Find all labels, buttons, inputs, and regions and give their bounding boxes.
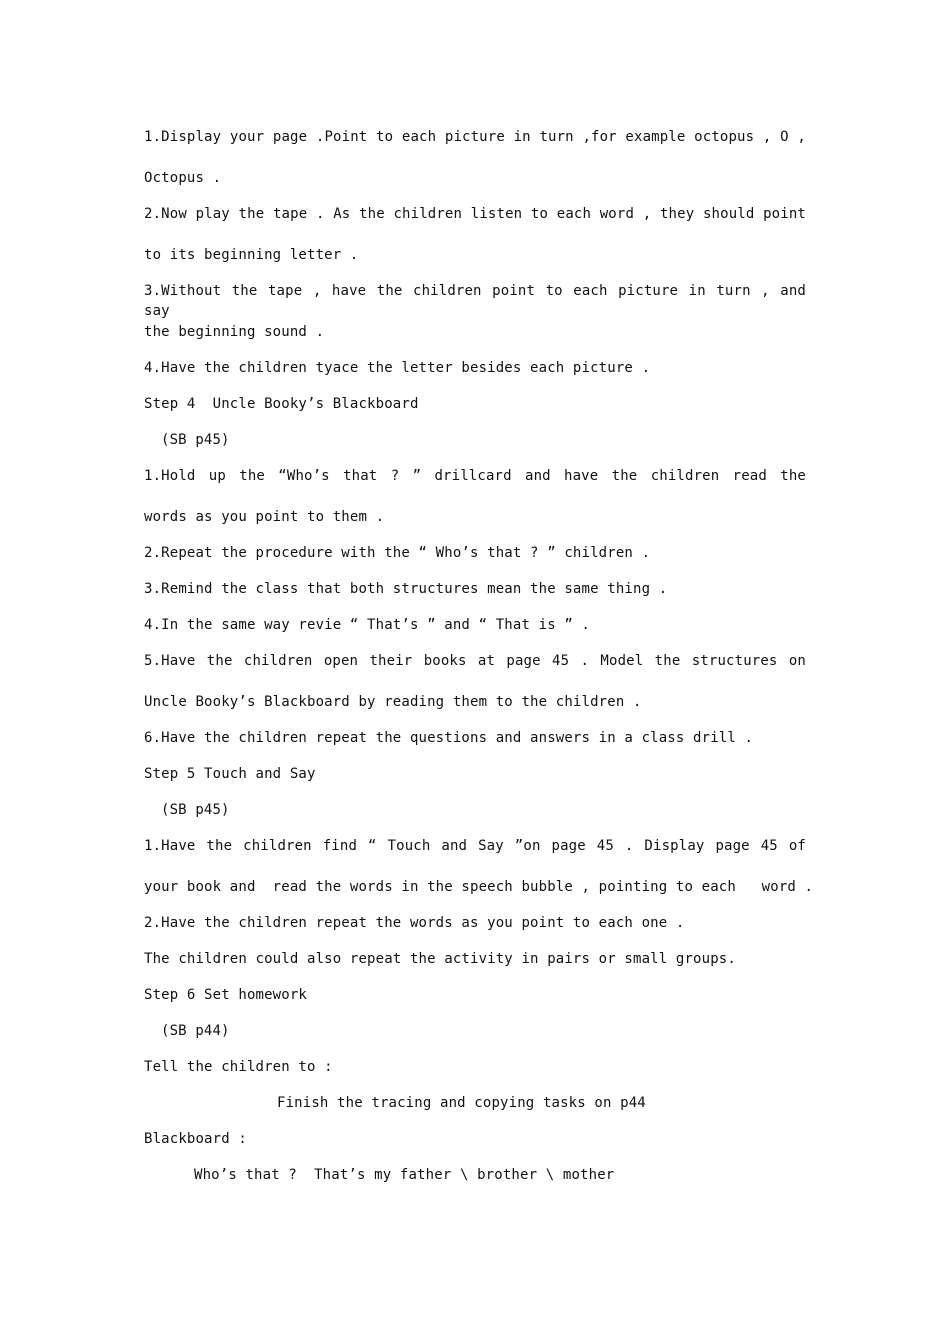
reference-label: (SB p44) [161,1023,230,1039]
text-line: 6.Have the children repeat the questions and answers in a class drill . [144,730,754,746]
text-line: 2.Have the children repeat the words as you point to each one . [144,915,685,931]
text-line: The children could also repeat the activity in pairs or small groups. [144,951,736,967]
text-line: your book and read the words in the speech bubble , pointing to each word . [144,879,814,895]
section-heading: Step 4 Uncle Booky’s Blackboard [144,396,419,412]
text-line: the beginning sound . [144,324,325,340]
text-line: 2.Now play the tape . As the children listen to each word , they should point [144,206,806,222]
text-line: Octopus . [144,170,222,186]
text-line: 1.Display your page .Point to each picture in turn ,for example octopus , O , [144,129,806,145]
reference-label: (SB p45) [161,432,230,448]
text-line: 3.Without the tape , have the children point to each picture in turn , and say [144,283,806,319]
section-heading: Step 5 Touch and Say [144,766,316,782]
blackboard-heading: Blackboard : [144,1131,247,1147]
text-line: 1.Have the children find “ Touch and Say ”on page 45 . Display page 45 of [144,838,806,854]
text-line: 2.Repeat the procedure with the “ Who’s that ? ” children . [144,545,651,561]
text-line: Uncle Booky’s Blackboard by reading them to the children . [144,694,642,710]
text-line: words as you point to them . [144,509,385,525]
text-line: Tell the children to : [144,1059,333,1075]
section-heading: Step 6 Set homework [144,987,307,1003]
text-line: to its beginning letter . [144,247,359,263]
homework-task: Finish the tracing and copying tasks on p44 [277,1095,646,1111]
text-line: 5.Have the children open their books at page 45 . Model the structures on [144,653,806,669]
text-line: 1.Hold up the “Who’s that ? ” drillcard and have the children read the [144,468,806,484]
text-line: 3.Remind the class that both structures mean the same thing . [144,581,668,597]
text-line: 4.In the same way revie “ That’s ” and “ That is ” . [144,617,591,633]
reference-label: (SB p45) [161,802,230,818]
text-line: 4.Have the children tyace the letter besides each picture . [144,360,651,376]
blackboard-content: Who’s that ? That’s my father \ brother \ mother [194,1167,615,1183]
